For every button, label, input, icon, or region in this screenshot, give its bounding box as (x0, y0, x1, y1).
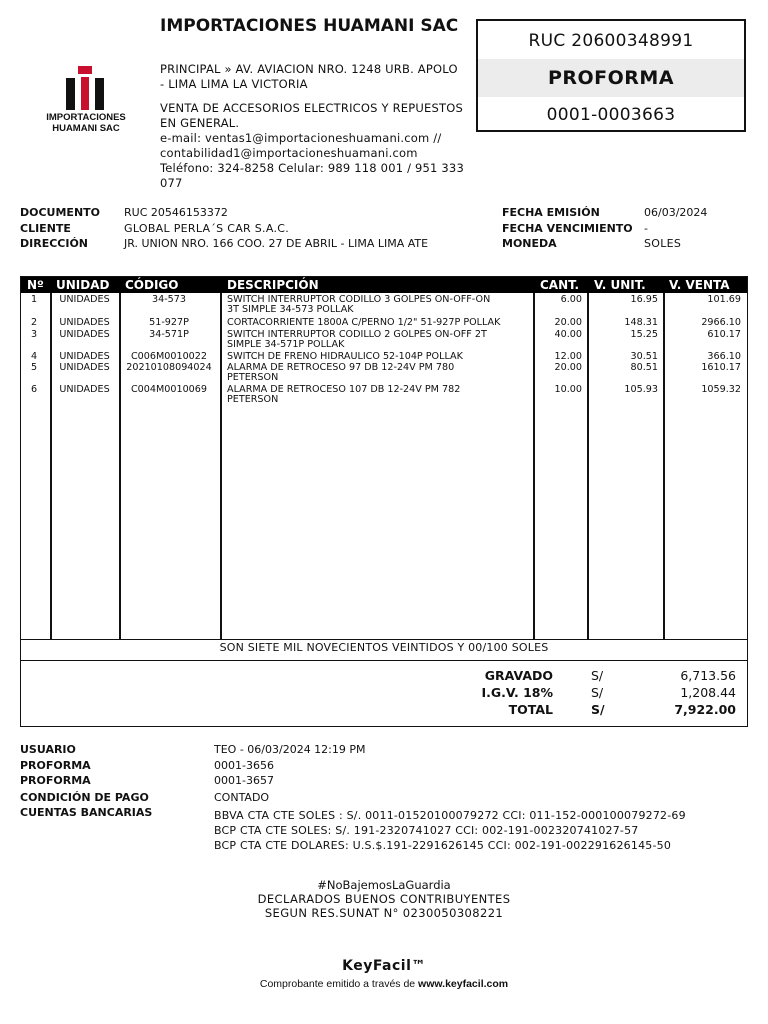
cuentas-bancarias-label: CUENTAS BANCARIAS (20, 806, 153, 819)
gravado-label: GRAVADO (484, 668, 553, 683)
header-vunit: V. UNIT. (594, 278, 646, 292)
row-vventa: 366.10 (707, 351, 741, 362)
condicion-pago-label: CONDICIÓN DE PAGO (20, 791, 149, 804)
proforma-value: 0001-3657 (214, 774, 274, 787)
row-vunit: 105.93 (624, 384, 658, 395)
row-codigo: 34-573 (152, 294, 186, 305)
gravado-value: 6,713.56 (680, 668, 736, 683)
row-codigo: C004M0010069 (130, 384, 207, 395)
fecha-vencimiento-label: FECHA VENCIMIENTO (502, 222, 633, 235)
header-n: Nº (27, 278, 44, 292)
proforma-label: PROFORMA (20, 759, 91, 772)
company-activity: VENTA DE ACCESORIOS ELECTRICOS Y REPUESTOS EN GENERAL. (160, 101, 463, 130)
igv-label: I.G.V. 18% (481, 685, 553, 700)
header-cant: CANT. (540, 278, 580, 292)
company-logo (24, 58, 148, 156)
header-vventa: V. VENTA (669, 278, 730, 292)
row-descripcion: ALARMA DE RETROCESO 107 DB 12-24V PM 782 PETERSON (227, 384, 461, 405)
sunat-resolution: SEGUN RES.SUNAT N° 0230050308221 (264, 906, 504, 920)
usuario-value: TEO - 06/03/2024 12:19 PM (214, 743, 366, 756)
row-unidad: UNIDADES (59, 362, 110, 373)
gravado-currency: S/ (591, 668, 604, 683)
row-descripcion: SWITCH DE FRENO HIDRAULICO 52-104P POLLAK (227, 351, 463, 362)
document-number: 0001-0003663 (546, 105, 676, 125)
company-info (160, 62, 465, 191)
row-number: 1 (31, 294, 38, 305)
row-number: 3 (31, 329, 38, 340)
company-phone: Teléfono: 324-8258 Celular: 989 118 001 / 951 333 077 (160, 161, 464, 190)
igv-value: 1,208.44 (680, 685, 736, 700)
hashtag-notice: #NoBajemosLaGuardia (317, 878, 451, 892)
row-descripcion: SWITCH INTERRUPTOR CODILLO 3 GOLPES ON-OFF-ON 3T SIMPLE 34-573 POLLAK (227, 294, 491, 315)
row-descripcion: CORTACORRIENTE 1800A C/PERNO 1/2" 51-927P POLLAK (227, 317, 501, 328)
items-table (20, 276, 748, 727)
row-codigo: 51-927P (149, 317, 189, 328)
row-vventa: 1610.17 (701, 362, 741, 373)
table-divider (21, 660, 747, 661)
company-logo-text: IMPORTACIONES HUAMANI SAC (46, 112, 126, 134)
row-vunit: 148.31 (624, 317, 658, 328)
row-number: 4 (31, 351, 38, 362)
header-unidad: UNIDAD (56, 278, 110, 292)
proforma-label: PROFORMA (20, 774, 91, 787)
column-divider (119, 293, 121, 639)
row-unidad: UNIDADES (59, 329, 110, 340)
row-cant: 20.00 (554, 317, 582, 328)
total-value: 7,922.00 (674, 702, 736, 717)
table-divider (21, 639, 747, 640)
amount-in-words: SON SIETE MIL NOVECIENTOS VEINTIDOS Y 00/100 SOLES (219, 641, 549, 654)
usuario-label: USUARIO (20, 743, 76, 756)
bank-account: BCP CTA CTE SOLES: S/. 191-2320741027 CCI: 002-191-002320741027-57 (214, 824, 639, 837)
row-unidad: UNIDADES (59, 384, 110, 395)
contribuyentes-notice: DECLARADOS BUENOS CONTRIBUYENTES (257, 892, 511, 906)
bank-account: BBVA CTA CTE SOLES : S/. 0011-01520100079272 CCI: 011-152-000100079272-69 (214, 809, 686, 822)
company-email: e-mail: ventas1@importacioneshuamani.com // contabilidad1@importacioneshuamani.com (160, 131, 442, 160)
column-divider (220, 293, 222, 639)
row-vunit: 16.95 (630, 294, 658, 305)
company-address: PRINCIPAL » AV. AVIACION NRO. 1248 URB. APOLO - LIMA LIMA LA VICTORIA (160, 62, 458, 91)
column-divider (587, 293, 589, 639)
bank-account: BCP CTA CTE DOLARES: U.S.$.191-2291626145 CCI: 002-191-002291626145-50 (214, 839, 672, 852)
row-cant: 40.00 (554, 329, 582, 340)
cliente-label: CLIENTE (20, 222, 71, 235)
documento-label: DOCUMENTO (20, 206, 101, 219)
row-codigo: 20210108094024 (126, 362, 212, 373)
row-unidad: UNIDADES (59, 317, 110, 328)
direccion-value: JR. UNION NRO. 166 COO. 27 DE ABRIL - LIMA LIMA ATE (124, 237, 429, 250)
proforma-value: 0001-3656 (214, 759, 274, 772)
row-descripcion: SWITCH INTERRUPTOR CODILLO 2 GOLPES ON-OFF 2T SIMPLE 34-571P POLLAK (227, 329, 487, 350)
row-cant: 12.00 (554, 351, 582, 362)
column-divider (50, 293, 52, 639)
column-divider (663, 293, 665, 639)
cliente-value: GLOBAL PERLA´S CAR S.A.C. (124, 222, 290, 235)
row-cant: 20.00 (554, 362, 582, 373)
total-label: TOTAL (508, 702, 553, 717)
row-number: 5 (31, 362, 38, 373)
row-unidad: UNIDADES (59, 294, 110, 305)
row-cant: 10.00 (554, 384, 582, 395)
row-codigo: C006M0010022 (130, 351, 207, 362)
document-box (476, 19, 746, 132)
row-vventa: 1059.32 (701, 384, 741, 395)
condicion-pago-value: CONTADO (214, 791, 270, 804)
row-vunit: 15.25 (630, 329, 658, 340)
fecha-vencimiento-value: - (644, 222, 648, 235)
brand-website-link[interactable]: www.keyfacil.com (418, 978, 509, 990)
row-vunit: 30.51 (630, 351, 658, 362)
total-currency: S/ (591, 702, 605, 717)
row-descripcion: ALARMA DE RETROCESO 97 DB 12-24V PM 780 PETERSON (227, 362, 455, 383)
igv-currency: S/ (591, 685, 604, 700)
company-name: IMPORTACIONES HUAMANI SAC (160, 16, 459, 36)
row-codigo: 34-571P (149, 329, 189, 340)
company-logo-mark (66, 66, 104, 110)
row-vunit: 80.51 (630, 362, 658, 373)
row-number: 2 (31, 317, 38, 328)
moneda-label: MONEDA (502, 237, 557, 250)
column-divider (533, 293, 535, 639)
brand-tagline (0, 978, 768, 990)
row-vventa: 610.17 (707, 329, 741, 340)
documento-value: RUC 20546153372 (124, 206, 228, 219)
brand-name: KeyFacil™ (342, 958, 426, 974)
row-vventa: 101.69 (707, 294, 741, 305)
header-codigo: CÓDIGO (125, 278, 179, 292)
row-number: 6 (31, 384, 38, 395)
direccion-label: DIRECCIÓN (20, 237, 89, 250)
moneda-value: SOLES (644, 237, 682, 250)
fecha-emision-label: FECHA EMISIÓN (502, 206, 600, 219)
issuer-ruc: RUC 20600348991 (528, 31, 694, 51)
fecha-emision-value: 06/03/2024 (644, 206, 708, 219)
document-type: PROFORMA (478, 59, 744, 97)
row-unidad: UNIDADES (59, 351, 110, 362)
brand-tagline-text: Comprobante emitido a través de (259, 978, 416, 990)
header-descripcion: DESCRIPCIÓN (227, 278, 319, 292)
row-cant: 6.00 (560, 294, 582, 305)
table-header (21, 277, 747, 293)
row-vventa: 2966.10 (701, 317, 741, 328)
